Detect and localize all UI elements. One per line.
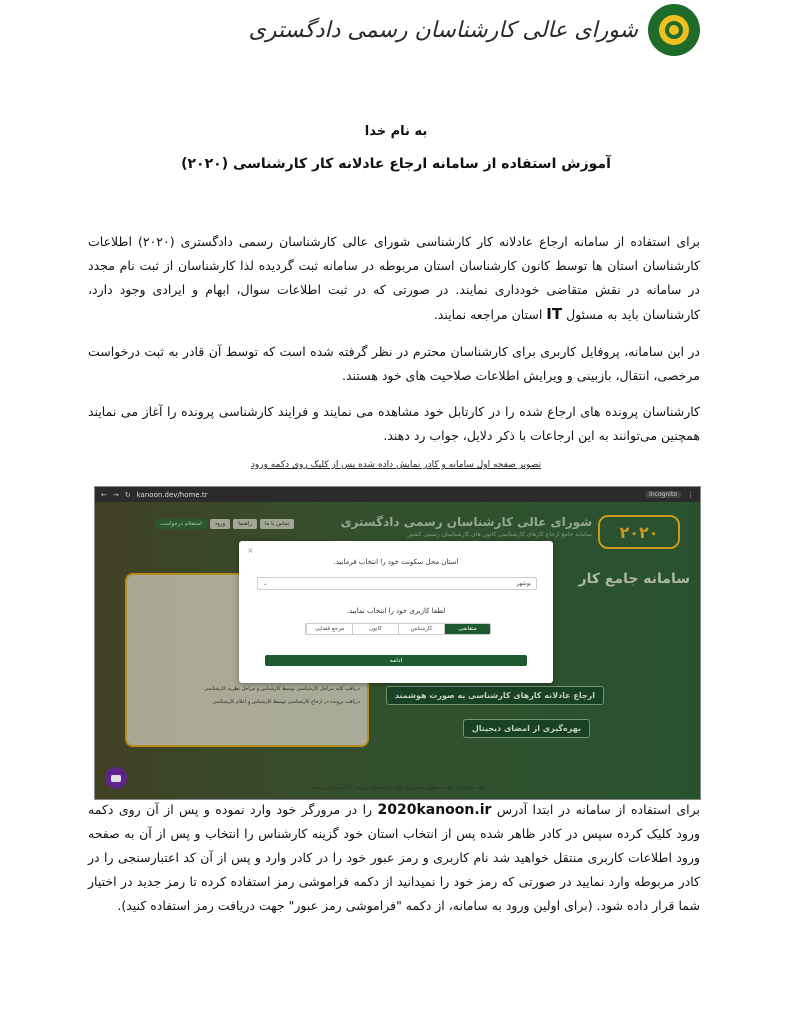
paragraph-cases: کارشناسان پرونده های ارجاع شده را در کارتابل خود مشاهده می نمایند و فرایند کارشناسی پرونده را آغاز می نمایند همچنین می‌توانند به این ارجاعات با ذکر دلایل، جواب رد دهند. <box>88 404 700 443</box>
incognito-badge: Incognito <box>645 491 681 498</box>
role-applicant: متقاضی <box>444 624 490 634</box>
role-association: کانون <box>352 624 398 634</box>
site-domain: 2020kanoon.ir <box>377 802 492 818</box>
continue-button: ادامه <box>265 655 527 666</box>
digital-signature-button: بهره‌گیری از امضای دیجیتال <box>463 719 590 738</box>
contact-button: تماس با ما <box>260 519 294 529</box>
login-steps-start: برای استفاده از سامانه در ابتدا آدرس <box>496 802 700 817</box>
bismillah-heading: به نام خدا <box>364 124 428 139</box>
login-steps-end: را در مرورگر خود وارد نموده و پس از آن روی دکمه ورود کلیک کرده سپس در کادر ظاهر شده پس از انتخاب استان خود گزینه کارشناس را انتخاب و پس از آن به صفحه ورود اطلاعات کاربری منتقل خواهید شد نام کاربری و رمز عبور خود را در کادر وارد و پس از آن کد اعتبارسنجی را در کادر مربوطه وارد نمایید در صورتی که رمز خود را نمیدانید از دکمه فراموشی رمز استفاده کرده تا رمز جدید در اختیار شما قرار داده شود. (برای اولین ورود به سامانه، از دکمه "فراموشی رمز عبور" جهت دریافت رمز استفاده کنید). <box>88 802 700 913</box>
help-button: راهنما <box>233 519 257 529</box>
browser-toolbar <box>95 487 700 502</box>
figure-caption: تصویر صفحه اول سامانه و کادر نمایش داده شده پس از کلیک روی دکمه ورود <box>250 460 542 470</box>
paragraph-intro-end: استان مراجعه نمایند. <box>433 307 543 322</box>
forward-arrow-icon: → <box>112 490 119 499</box>
feature-check-1: دریافت کلیه مراحل کارشناسی توسط کارشناس و مراحل نظریه کارشناسی <box>204 686 360 692</box>
paragraph-profile: در این سامانه، پروفایل کاربری برای کارشناسان محترم در نظر گرفته شده است که توسط آن قادر به ثبت درخواست مرخصی، انتقال، بازبینی و ویرایش اطلاعات صلاحیت های خود هستند. <box>88 344 700 383</box>
it-label: IT <box>546 305 563 323</box>
smart-assignment-button: ارجاع عادلانه کارهای کارشناسی به صورت هوشمند <box>386 686 604 705</box>
hero-heading: سامانه جامع کار <box>578 571 690 587</box>
sun-emblem-icon <box>650 6 698 54</box>
province-question: استان محل سکونت خود را انتخاب فرمایید. <box>333 558 459 566</box>
role-expert: کارشناس <box>398 624 444 634</box>
browser-url: kanoon.dev/home.tr <box>136 490 208 499</box>
screenshot-figure <box>94 486 701 800</box>
login-modal <box>239 541 553 683</box>
organization-name: شورای عالی کارشناسان رسمی دادگستری <box>248 17 638 43</box>
province-value: بوشهر <box>516 580 531 587</box>
browser-menu-icon: ⋮ <box>687 490 694 499</box>
reload-icon: ↻ <box>124 490 131 499</box>
close-icon: × <box>247 546 254 555</box>
login-button: ورود <box>210 519 230 529</box>
role-selector <box>305 623 491 635</box>
chevron-down-icon: ⌄ <box>263 580 268 587</box>
site-subtitle: سامانه جامع ارجاع کارهای کارشناسی کانون های کارشناسان رسمی کشور <box>407 531 592 538</box>
paragraph-login-steps <box>88 798 700 918</box>
document-title: آموزش استفاده از سامانه ارجاع عادلانه کار کارشناسی (۲۰۲۰) <box>181 156 611 172</box>
feature-check-2: دریافت پرونده در ارجاع کارشناسی توسط کارشناس و اعلام کارشناسی <box>212 699 360 705</box>
paragraph-intro-text: برای استفاده از سامانه ارجاع عادلانه کار کارشناسی شورای عالی کارشناسان رسمی دادگستری (۲۰۲۰) اطلاعات کارشناسان استان ها توسط کانون کارشناسان استان مربوطه در سامانه ثبت گردیده لذا کارشناسان از ثبت نام مجدد در سامانه در نقش متقاضی خودداری نمایند. در صورتی که در ثبت اطلاعات سوال، ابهام و ایرادی وجود دارد، کارشناسان باید به مسئول <box>88 234 701 322</box>
role-judicial: مرجع قضایی <box>306 624 352 634</box>
site-footer: کلیه حقوق این سایت متعلق به شورای عالی کارشناسان رسمی دادگستری می باشد. <box>310 785 485 791</box>
site-title: شورای عالی کارشناسان رسمی دادگستری <box>340 515 592 529</box>
back-arrow-icon: ← <box>101 490 107 499</box>
inquiry-button: استعلام درخواست <box>155 519 207 529</box>
letterhead <box>249 4 700 56</box>
emblem-logo <box>648 4 700 56</box>
role-question: لطفا کاربری خود را انتخاب نمایید. <box>346 607 446 615</box>
paragraph-intro <box>88 230 700 327</box>
province-select <box>257 577 537 590</box>
site-logo: ۲۰۲۰ <box>598 515 680 549</box>
